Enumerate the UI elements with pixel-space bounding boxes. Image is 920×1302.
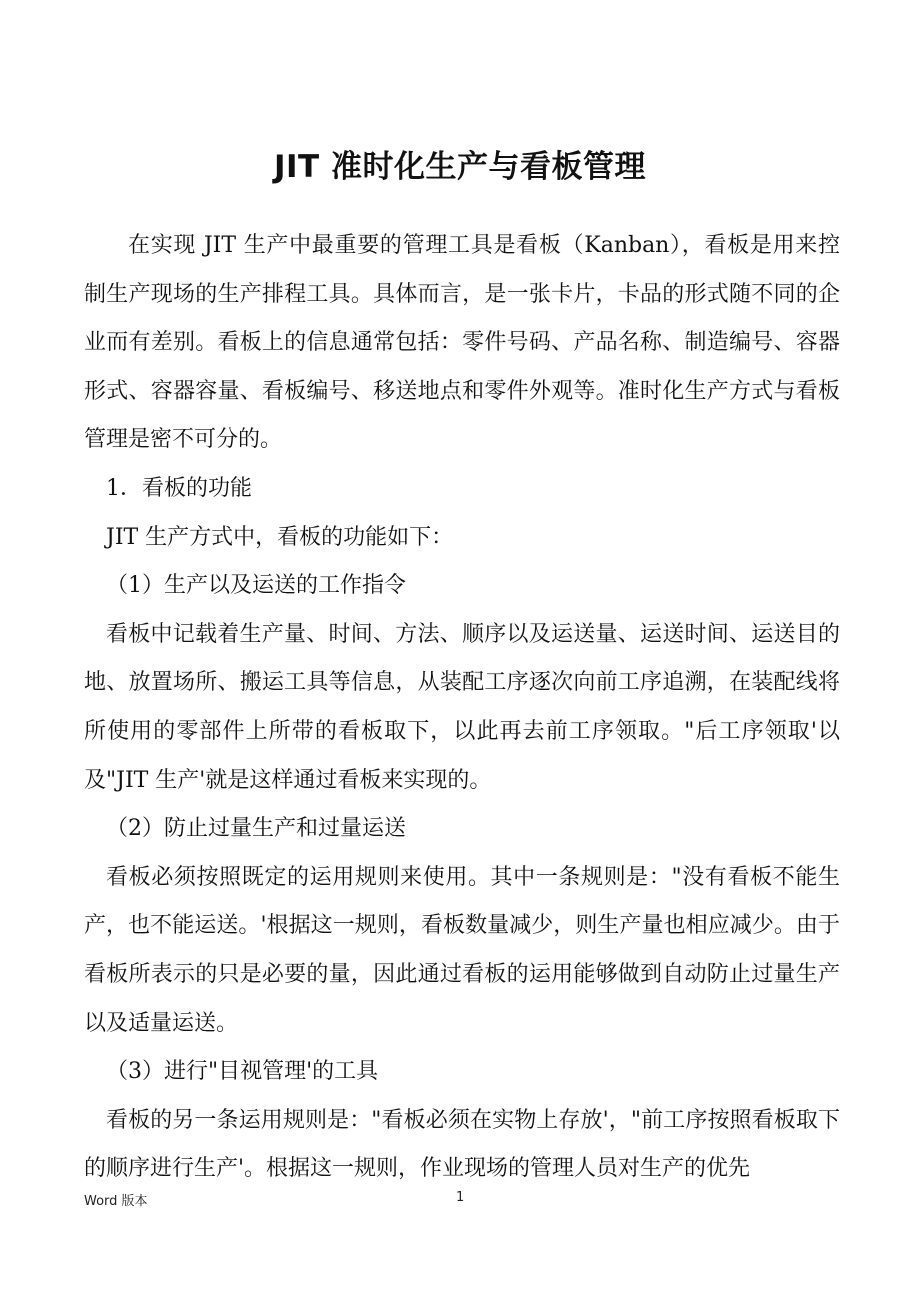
- footer-label: Word 版本: [84, 1194, 148, 1209]
- paragraph-prevent-overproduction: 看板必须按照既定的运用规则来使用。其中一条规则是："没有看板不能生产，也不能运送。'根据这一规则，看板数量减少，则生产量也相应减少。由于看板所表示的只是必要的量，因此通过看板的运用能够做到自动防止过量生产以及适量运送。: [84, 864, 840, 1036]
- paragraph-intro: 在实现 JIT 生产中最重要的管理工具是看板（Kanban），看板是用来控制生产现场的生产排程工具。具体而言，是一张卡片，卡品的形式随不同的企业而有差别。看板上的信息通常包括：零件号码、产品名称、制造编号、容器形式、容器容量、看板编号、移送地点和零件外观等。准时化生产方式与看板管理是密不可分的。: [84, 233, 840, 453]
- paragraph-work-instruction: 看板中记载着生产量、时间、方法、顺序以及运送量、运送时间、运送目的地、放置场所、搬运工具等信息，从装配工序逐次向前工序追溯，在装配线将所使用的零部件上所带的看板取下，以此再去前工序领取。"后工序领取'以及"JIT 生产'就是这样通过看板来实现的。: [84, 621, 840, 793]
- subheading-visual-management: （3）进行"目视管理'的工具: [106, 1059, 379, 1085]
- section-heading-kanban-functions: 1．看板的功能: [106, 475, 252, 501]
- page-title: JIT 准时化生产与看板管理: [273, 149, 646, 185]
- subheading-prevent-overproduction: （2）防止过量生产和过量运送: [106, 816, 406, 842]
- page-number: 1: [456, 1190, 465, 1205]
- paragraph-visual-management: 看板的另一条运用规则是："看板必须在实物上存放'，"前工序按照看板取下的顺序进行生产'。根据这一规则，作业现场的管理人员对生产的优先: [84, 1107, 840, 1182]
- paragraph-functions-intro: JIT 生产方式中，看板的功能如下：: [106, 524, 454, 550]
- document-body: [84, 222, 840, 1194]
- subheading-work-instruction: （1）生产以及运送的工作指令: [106, 573, 406, 599]
